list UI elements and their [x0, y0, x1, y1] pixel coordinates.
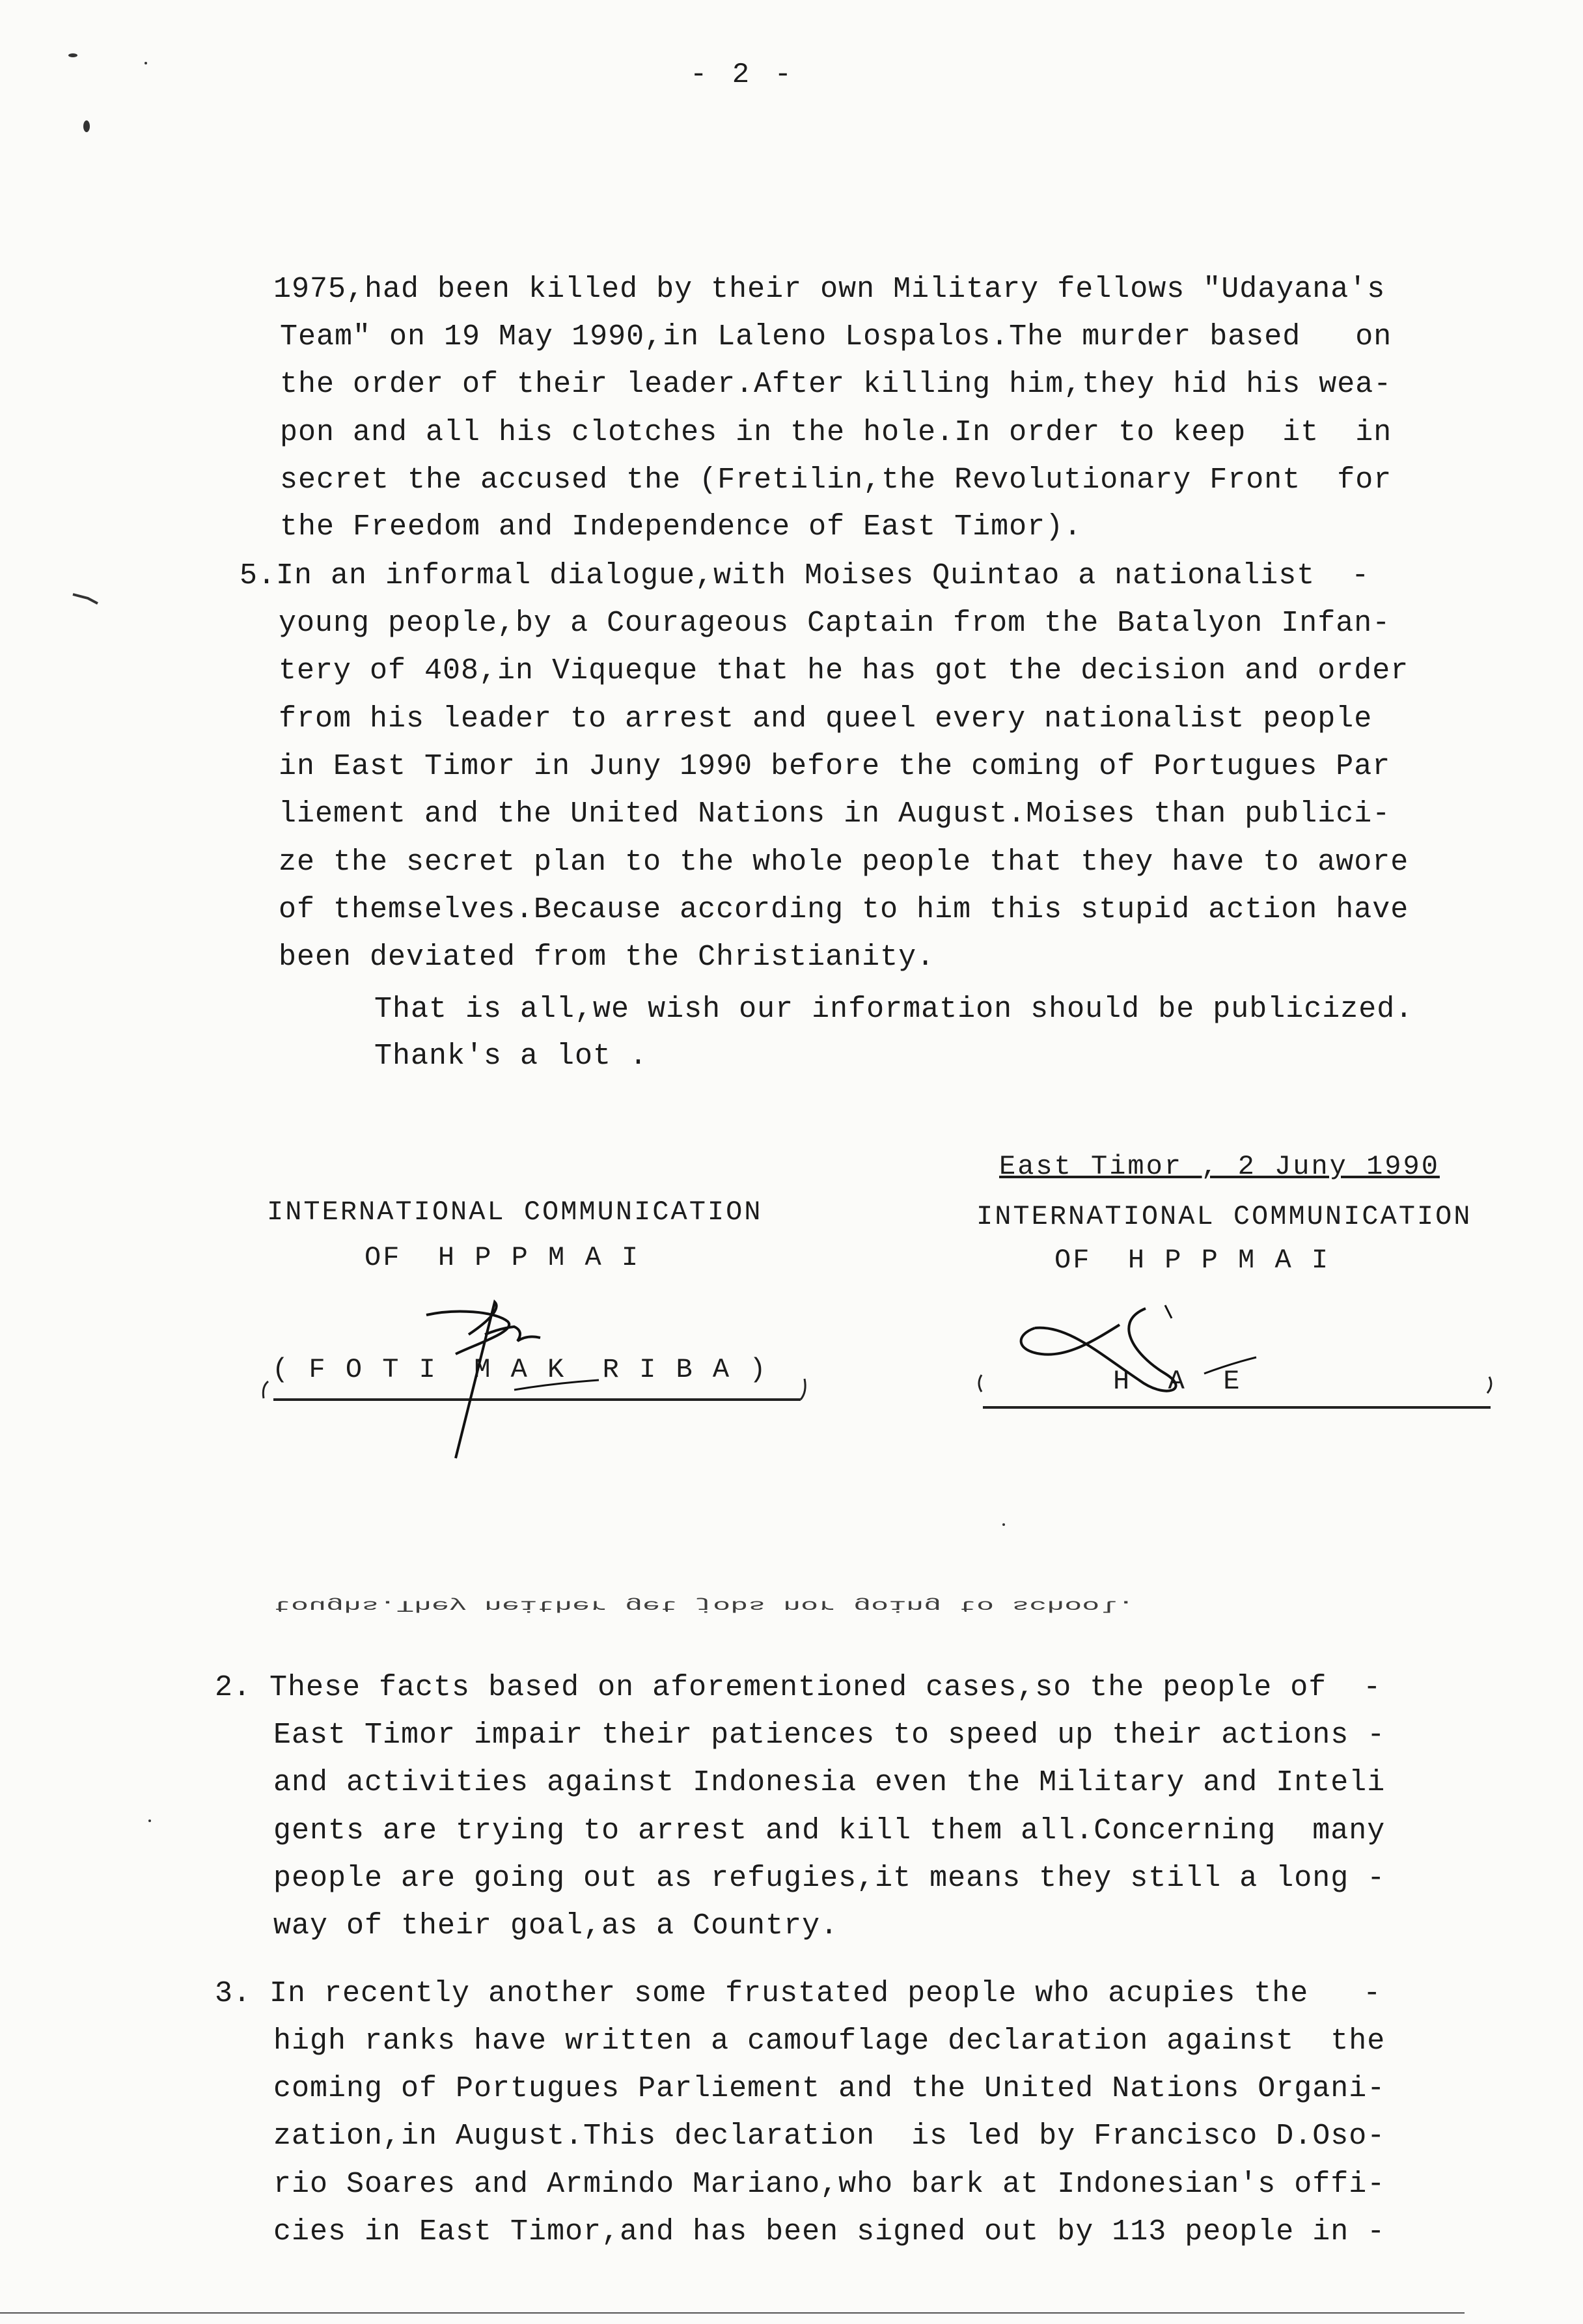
text-line: and activities against Indonesia even the Military and Inteli: [273, 1766, 1386, 1799]
text-line: 3. In recently another some frustated people who acupies the -: [215, 1977, 1382, 2010]
text-line: Team" on 19 May 1990,in Laleno Lospalos.The murder based on: [280, 320, 1392, 353]
left-signatory-name: ( F O T I M A K R I B A ): [272, 1354, 768, 1385]
left-org-line1: INTERNATIONAL COMMUNICATION: [267, 1197, 763, 1228]
text-line: Thank's a lot .: [374, 1040, 648, 1073]
right-org-line1: INTERNATIONAL COMMUNICATION: [976, 1201, 1472, 1232]
scan-speck: [83, 120, 90, 132]
scan-speck: [68, 53, 77, 57]
left-paren-mark: [263, 1381, 268, 1398]
text-line: tery of 408,in Viqueque that he has got the decision and order: [279, 654, 1409, 687]
text-line: cies in East Timor,and has been signed out by 113 people in -: [273, 2215, 1386, 2248]
text-line: ze the secret plan to the whole people that they have to awore: [279, 846, 1409, 879]
handwritten-signature: [1035, 1308, 1176, 1391]
text-line: people are going out as refugies,it means they still a long -: [273, 1862, 1386, 1895]
text-line: pon and all his clotches in the hole.In order to keep it in: [280, 416, 1392, 449]
text-line: the order of their leader.After killing him,they hid his wea-: [280, 368, 1392, 401]
text-line: rio Soares and Armindo Mariano,who bark at Indonesian's offi-: [273, 2168, 1386, 2201]
left-signature-graphic: [260, 1295, 846, 1465]
text-line: gents are trying to arrest and kill them all.Concerning many: [273, 1814, 1386, 1847]
text-line: 2. These facts based on aforementioned cases,so the people of -: [215, 1671, 1382, 1704]
scan-speck: [148, 1819, 151, 1822]
text-line: zation,in August.This declaration is led by Francisco D.Oso-: [273, 2120, 1386, 2153]
page-number: - 2 -: [690, 59, 796, 91]
text-line: East Timor impair their patiences to speed up their actions -: [273, 1719, 1386, 1752]
text-line: been deviated from the Christianity.: [279, 941, 935, 974]
text-line: of themselves.Because according to him this stupid action have: [279, 893, 1409, 926]
right-signatory-name: H A E: [1113, 1366, 1242, 1397]
text-line: the Freedom and Independence of East Timor).: [280, 510, 1082, 544]
right-org-line2: OF H P P M A I: [1054, 1245, 1330, 1276]
text-line: That is all,we wish our information should be publicized.: [374, 993, 1414, 1026]
right-signature-graphic: [970, 1302, 1504, 1432]
text-line: way of their goal,as a Country.: [273, 1909, 839, 1943]
scan-speck: [145, 62, 147, 64]
text-line: 5.In an informal dialogue,with Moises Quintao a nationalist -: [240, 559, 1370, 592]
text-line: young people,by a Courageous Captain from the Batalyon Infan-: [279, 607, 1391, 640]
place-date: East Timor , 2 Juny 1990: [999, 1151, 1440, 1182]
cut-off-text-line: toughs.They neither get jobs nor going to school.: [273, 1596, 1135, 1614]
text-line: secret the accused the (Fretilin,the Revolutionary Front for: [280, 463, 1392, 497]
text-line: liement and the United Nations in August.Moises than publici-: [279, 797, 1391, 831]
left-org-line2: OF H P P M A I: [365, 1242, 640, 1273]
text-line: high ranks have written a camouflage declaration against the: [273, 2025, 1386, 2058]
text-line: 1975,had been killed by their own Military fellows "Udayana's: [273, 273, 1386, 306]
text-line: from his leader to arrest and queel every nationalist people: [279, 702, 1373, 736]
handwritten-signature: [426, 1312, 509, 1354]
bottom-edge-line: [0, 2312, 1465, 2314]
scan-speck: [1002, 1523, 1005, 1526]
text-line: in East Timor in Juny 1990 before the coming of Portugues Par: [279, 750, 1391, 783]
scan-mark: [72, 589, 104, 609]
text-line: coming of Portugues Parliement and the United Nations Organi-: [273, 2072, 1386, 2105]
